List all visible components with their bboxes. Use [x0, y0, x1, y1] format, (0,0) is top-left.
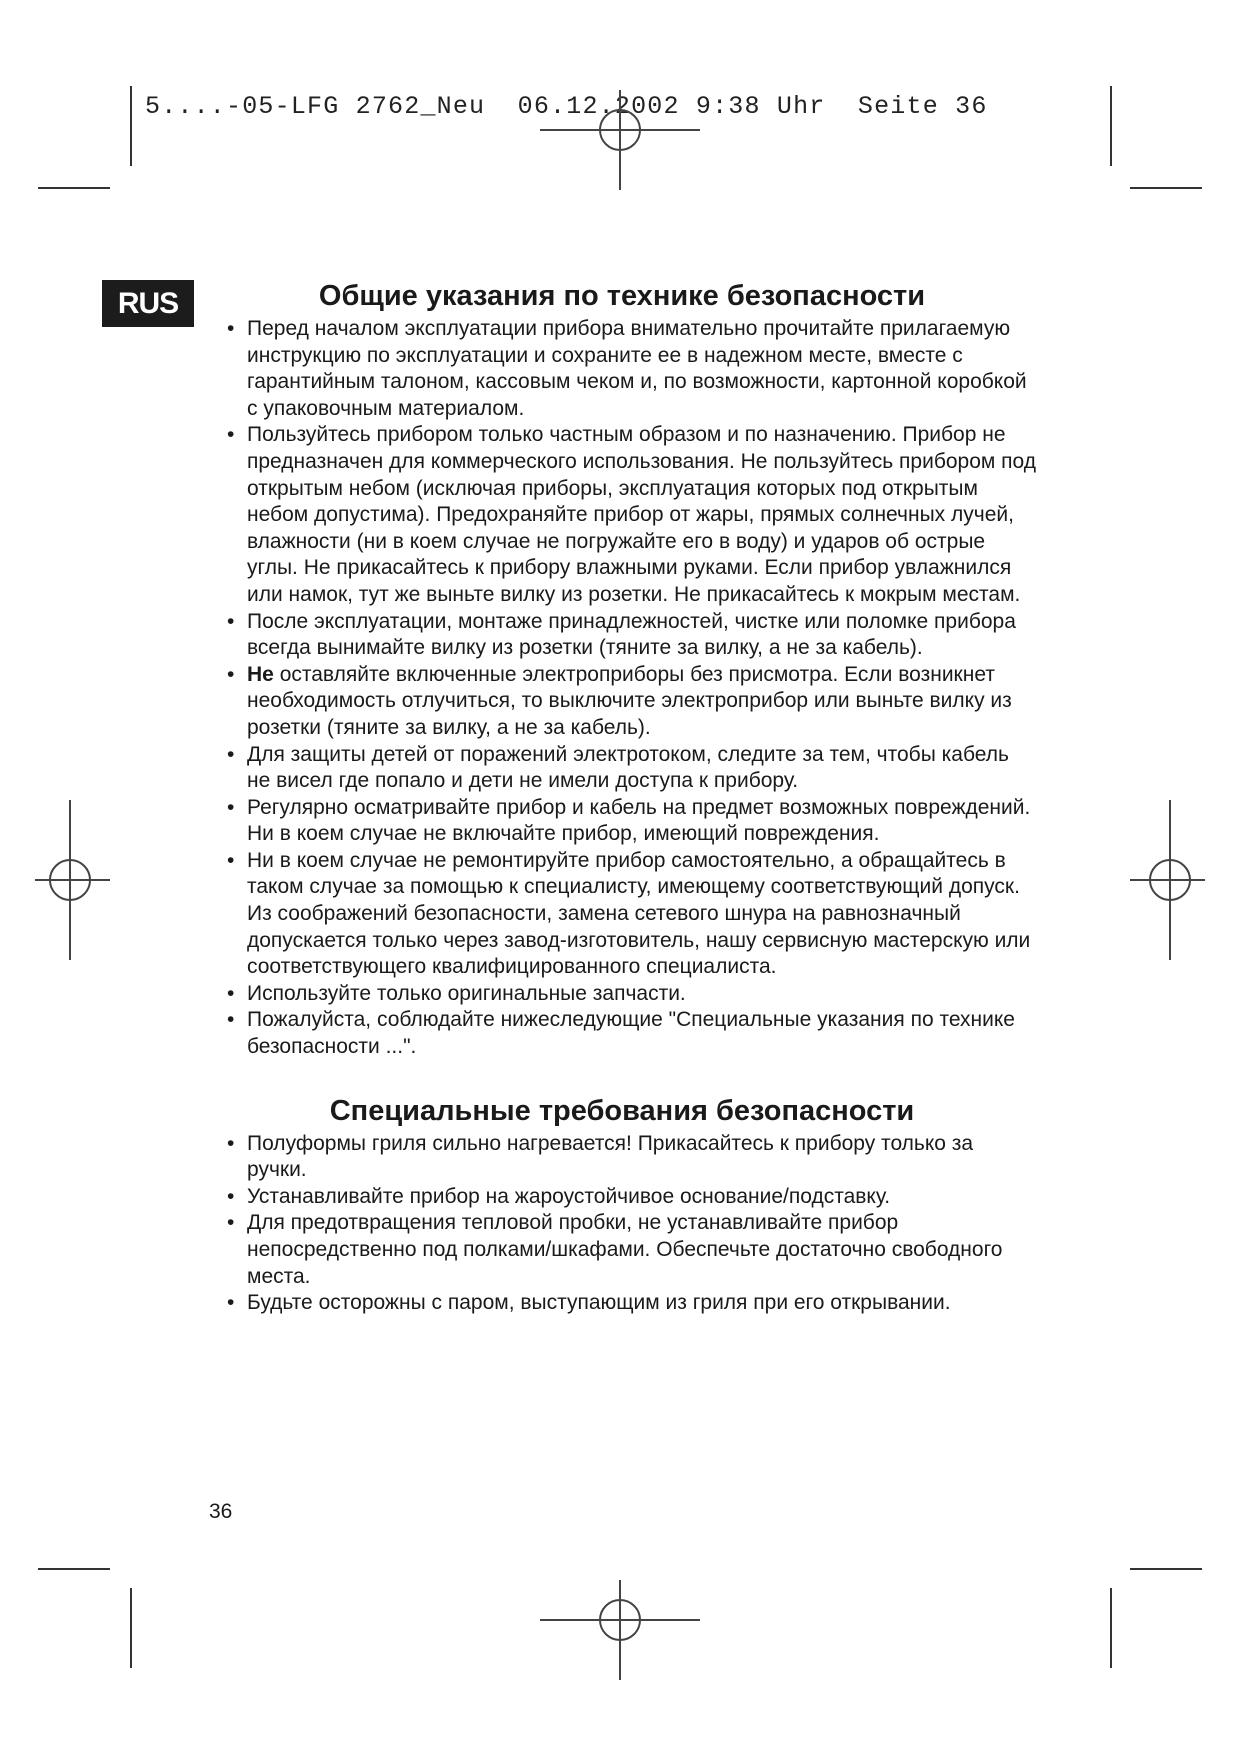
list-item: • Ни в коем случае не ремонтируйте прибор самостоятельно, а обращайтесь в таком случае за помощью к специалисту, имеющему соответствующий допуск. Из соображений безопасности, замена сетевого шнура на равнозначный допускается только через завод-изготовитель, нашу сервисную мастерскую или соответствующего квалифицированного специалиста.: [227, 848, 1031, 979]
special-safety-list: [207, 1131, 1037, 1317]
language-tab: RUS: [102, 280, 194, 327]
general-safety-list: [207, 316, 1037, 1061]
list-item: • Используйте только оригинальные запчасти.: [227, 981, 1037, 1008]
bullet: •: [227, 317, 235, 340]
crop-mark-bottom-left-horizontal: [38, 1568, 110, 1570]
registration-mark-bottom: [540, 1540, 700, 1700]
main-content: [207, 276, 1037, 1317]
crop-mark-bottom-right-vertical: [1110, 1588, 1112, 1668]
crop-mark-bottom-right-horizontal: [1130, 1568, 1202, 1570]
crop-mark-top-left-vertical: [130, 86, 132, 166]
list-item: • Пользуйтесь прибором только частным образом и по назначению. Прибор не предназначен для коммерческого использования. Не пользуйтесь прибором под открытым небом (исключая приборы, эксплуатация которых под открытым небом допустима). Предохраняйте прибор от жары, прямых солнечных лучей, влажности (ни в коем случае не погружайте его в воду) и ударов об острые углы. Не прикасайтесь к прибору влажными руками. Если прибор увлажнился или намок, тут же выньте вилку из розетки. Не прикасайтесь к мокрым местам.: [227, 423, 1037, 606]
crop-mark-top-right-vertical: [1110, 86, 1112, 166]
bullet: •: [227, 981, 235, 1005]
list-item: • Пожалуйста, соблюдайте нижеследующие "Специальные указания по технике безопасности ...".: [227, 1008, 1015, 1059]
bullet: •: [227, 1008, 235, 1032]
bullet: •: [227, 795, 235, 819]
bullet: •: [227, 1184, 235, 1208]
page-number: 36: [209, 1500, 233, 1523]
section-title-special-safety: Специальные требования безопасности: [329, 1094, 915, 1127]
list-item: • Регулярно осматривайте прибор и кабель на предмет возможных повреждений. Ни в коем случае не включайте прибор, имеющий повреждения.: [227, 795, 1031, 846]
print-header: 5....-05-LFG 2762_Neu 06.12.2002 9:38 Uhr Seite 36: [145, 92, 988, 121]
registration-mark-right: [1090, 800, 1241, 960]
section-title-general-safety: Общие указания по технике безопасности: [318, 280, 926, 312]
registration-mark-top: [540, 50, 700, 210]
list-item: • Устанавливайте прибор на жароустойчивое основание/подставку.: [227, 1184, 1037, 1211]
list-item: • Перед началом эксплуатации прибора внимательно прочитайте прилагаемую инструкцию по эксплуатации и сохраните ее в надежном месте, вместе с гарантийным талоном, кассовым чеком и, по возможности, картонной коробкой с упаковочным материалом.: [227, 317, 1027, 420]
bullet: •: [227, 742, 235, 766]
emphasis-word: Не: [247, 662, 274, 686]
bullet: •: [227, 1211, 235, 1235]
crop-mark-top-right-horizontal: [1130, 187, 1202, 189]
bullet: •: [227, 1131, 235, 1155]
list-item: • Не оставляйте включенные электроприборы без присмотра. Если возникнет необходимость отлучиться, то выключите электроприбор или выньте вилку из розетки (тяните за вилку, а не за кабель).: [227, 662, 1012, 739]
crop-mark-top-left-horizontal: [38, 187, 110, 189]
list-item: • После эксплуатации, монтаже принадлежностей, чистке или поломке прибора всегда вынимайте вилку из розетки (тяните за вилку, а не за кабель).: [227, 609, 1016, 660]
list-item: • Для предотвращения тепловой пробки, не устанавливайте прибор непосредственно под полками/шкафами. Обеспечьте достаточно свободного места.: [227, 1211, 1003, 1288]
list-item: • Для защиты детей от поражений электротоком, следите за тем, чтобы кабель не висел где попало и дети не имели доступа к прибору.: [227, 742, 1009, 793]
list-item: • Полуформы гриля сильно нагревается! Прикасайтесь к прибору только за ручки.: [227, 1131, 974, 1182]
bullet: •: [227, 848, 235, 872]
bullet: •: [227, 662, 235, 686]
list-item: • Будьте осторожны с паром, выступающим из гриля при его открывании.: [227, 1290, 1037, 1317]
bullet: •: [227, 609, 235, 633]
bullet: •: [227, 423, 235, 447]
registration-mark-left: [0, 800, 150, 960]
crop-mark-bottom-left-vertical: [130, 1588, 132, 1668]
bullet: •: [227, 1291, 235, 1315]
